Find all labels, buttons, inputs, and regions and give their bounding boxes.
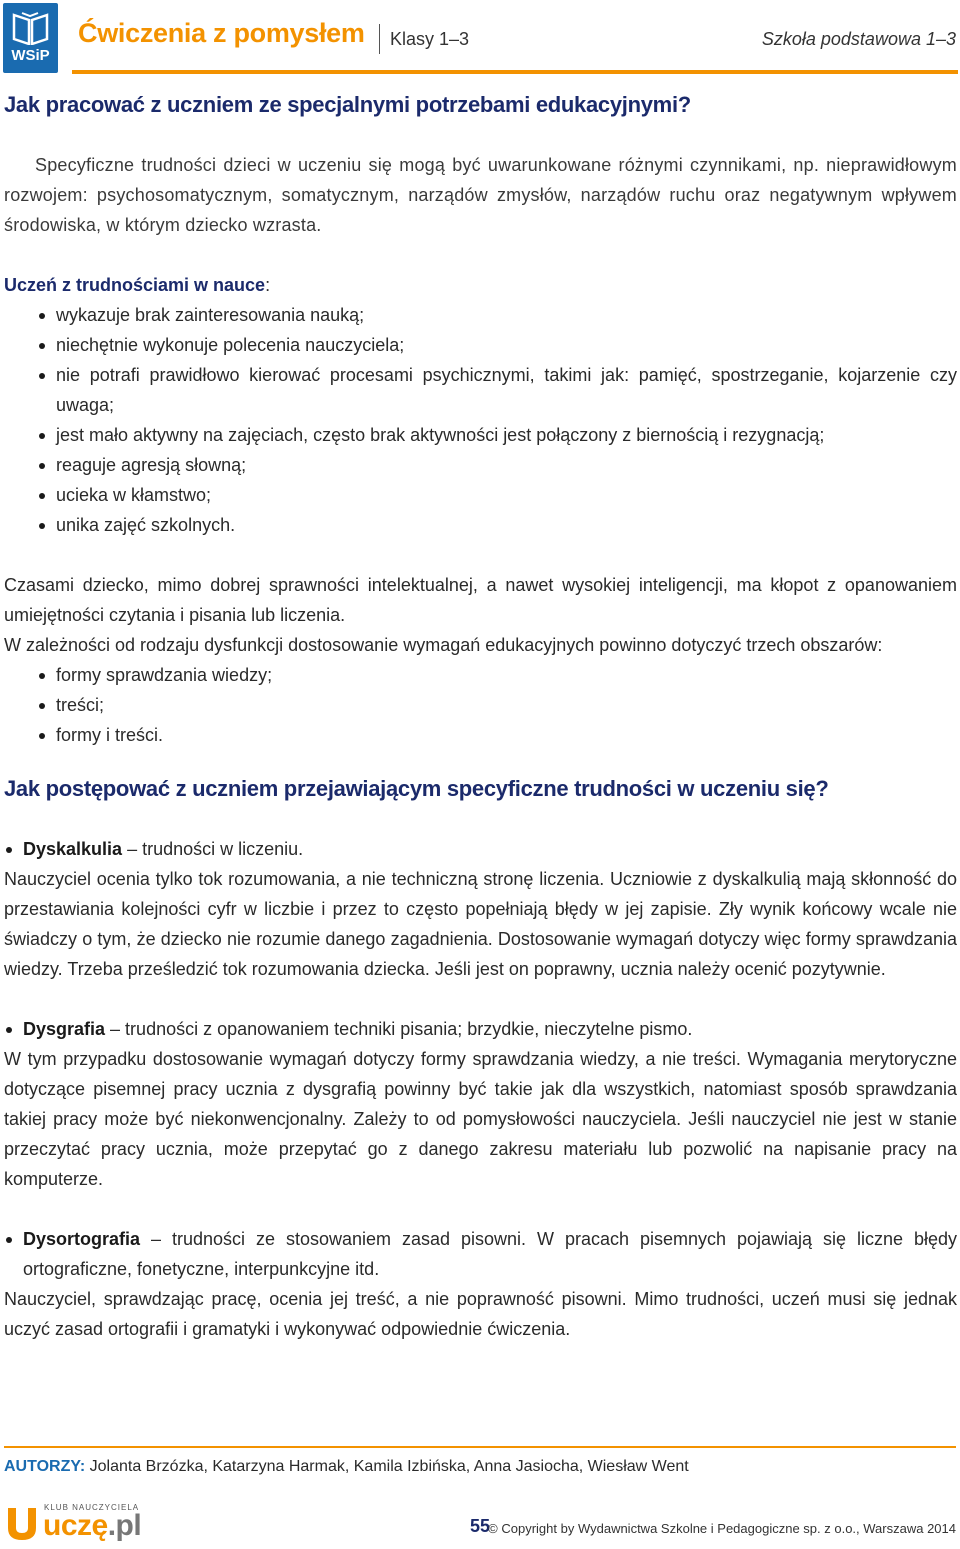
page-content xyxy=(4,90,957,1344)
wsip-logo[interactable] xyxy=(3,3,58,73)
school-level: Szkoła podstawowa 1–3 xyxy=(761,29,956,49)
areas-list xyxy=(4,660,957,750)
publication-title: Ćwiczenia z pomysłem xyxy=(78,18,365,48)
student-traits-list xyxy=(4,300,957,540)
list-item: treści; xyxy=(4,690,957,720)
authors-line xyxy=(4,1455,689,1479)
paragraph-areas-intro: W zależności od rodzaju dysfunkcji dostosowanie wymagań edukacyjnych powinno dotyczyć trzech obszarów: xyxy=(4,635,883,655)
list-item: formy i treści. xyxy=(4,720,957,750)
dysortografia-term: Dysortografia xyxy=(23,1229,141,1249)
list-item: jest mało aktywny na zajęciach, często brak aktywności jest połączony z biernością i rezygnacją; xyxy=(4,420,957,450)
dysgrafia-term-line: Dysgrafia – trudności z opanowaniem techniki pisania; brzydkie, nieczytelne pismo. xyxy=(4,1014,957,1044)
footer-rule xyxy=(4,1446,956,1448)
dysortografia-paragraph: Nauczyciel, sprawdzając pracę, ocenia jej treść, a nie poprawność pisowni. Mimo trudności, uczeń musi się jednak uczyć zasad ortografii i gramatyki i wykonywać odpowiednie ćwiczenia. xyxy=(4,1289,957,1339)
klub-u-icon xyxy=(4,1504,40,1544)
student-list-heading: Uczeń z trudnościami w nauce: xyxy=(4,275,271,295)
intro-paragraph: Specyficzne trudności dzieci w uczeniu się mogą być uwarunkowane różnymi czynnikami, np. nieprawidłowym rozwojem: psychosomatycznym, somatycznym, narządów zmysłów, narządów ruchu oraz negatywnym wpływem środowiska, w którym dziecko wzrasta. xyxy=(4,155,957,235)
title-divider xyxy=(379,24,380,54)
copyright-notice: © Copyright by Wydawnictwa Szkolne i Pedagogiczne sp. z o.o., Warszawa 2014 xyxy=(488,1521,956,1536)
grade-range: Klasy 1–3 xyxy=(390,29,470,49)
list-item: reaguje agresją słowną; xyxy=(4,450,957,480)
list-item: niechętnie wykonuje polecenia nauczyciela; xyxy=(4,330,957,360)
list-item: formy sprawdzania wiedzy; xyxy=(4,660,957,690)
section-heading-1: Jak pracować z uczniem ze specjalnymi potrzebami edukacyjnymi? xyxy=(4,92,691,117)
page-number: 55 xyxy=(470,1516,491,1536)
header-rule xyxy=(72,70,958,74)
authors-label: AUTORZY: xyxy=(4,1458,86,1475)
authors-names: Jolanta Brzózka, Katarzyna Harmak, Kamila Izbińska, Anna Jasiocha, Wiesław Went xyxy=(85,1458,689,1475)
dysgrafia-term: Dysgrafia xyxy=(23,1019,106,1039)
dysortografia-term-line: Dysortografia – trudności ze stosowaniem zasad pisowni. W pracach pisemnych pojawiają się liczne błędy ortograficzne, fonetyczne, interpunkcyjne itd. xyxy=(4,1224,957,1284)
student-label: Uczeń z trudnościami w nauce xyxy=(4,275,266,295)
book-icon xyxy=(12,11,49,45)
klub-name: uczę.pl xyxy=(43,1509,142,1542)
dysgrafia-paragraph: W tym przypadku dostosowanie wymagań dotyczy formy sprawdzania wiedzy, a nie treści. Wymagania merytoryczne dotyczące pisemnej pracy ucznia z dysgrafią powinny być takie jak dla wszystkich, natomiast sposób sprawdzania takiej pracy może być niekonwencjonalny. Zależy to od pomysłowości nauczyciela. Jeśli nauczyciel nie jest w stanie przeczytać pracy ucznia, może przepytać go z danego zakresu materiału lub pozwolić na napisanie pracy na komputerze. xyxy=(4,1049,957,1189)
dyskalkulia-paragraph: Nauczyciel ocenia tylko tok rozumowania, a nie techniczną stronę liczenia. Uczniowie z dyskalkulią mają skłonność do przestawiania kolejności cyfr w liczbie i przez to często popełniają błędy w jej zapisie. Zły wynik końcowy wcale nie świadczy o tym, że dziecko nie rozumie danego zagadnienia. Dostosowanie wymagań dotyczy więc formy sprawdzania wiedzy. Trzeba prześledzić tok rozumowania dziecka. Jeśli jest on poprawny, ucznia należy ocenić pozytywnie. xyxy=(4,869,957,979)
logo-text: WSiP xyxy=(11,47,50,64)
list-item: ucieka w kłamstwo; xyxy=(4,480,957,510)
dyskalkulia-term-line: Dyskalkulia – trudności w liczeniu. xyxy=(4,834,957,864)
klub-label: KLUB NAUCZYCIELA xyxy=(44,1503,140,1512)
list-item: unika zajęć szkolnych. xyxy=(4,510,957,540)
list-item: nie potrafi prawidłowo kierować procesami psychicznymi, takimi jak: pamięć, spostrzeganie, kojarzenie czy uwaga; xyxy=(4,360,957,420)
list-item: wykazuje brak zainteresowania nauką; xyxy=(4,300,957,330)
paragraph-intelligence: Czasami dziecko, mimo dobrej sprawności intelektualnej, a nawet wysokiej inteligencji, ma kłopot z opanowaniem umiejętności czytania i pisania lub liczenia. xyxy=(4,575,957,625)
dyskalkulia-term: Dyskalkulia xyxy=(23,839,123,859)
page-header xyxy=(0,0,960,78)
section-heading-2: Jak postępować z uczniem przejawiającym specyficzne trudności w uczeniu się? xyxy=(4,776,829,801)
